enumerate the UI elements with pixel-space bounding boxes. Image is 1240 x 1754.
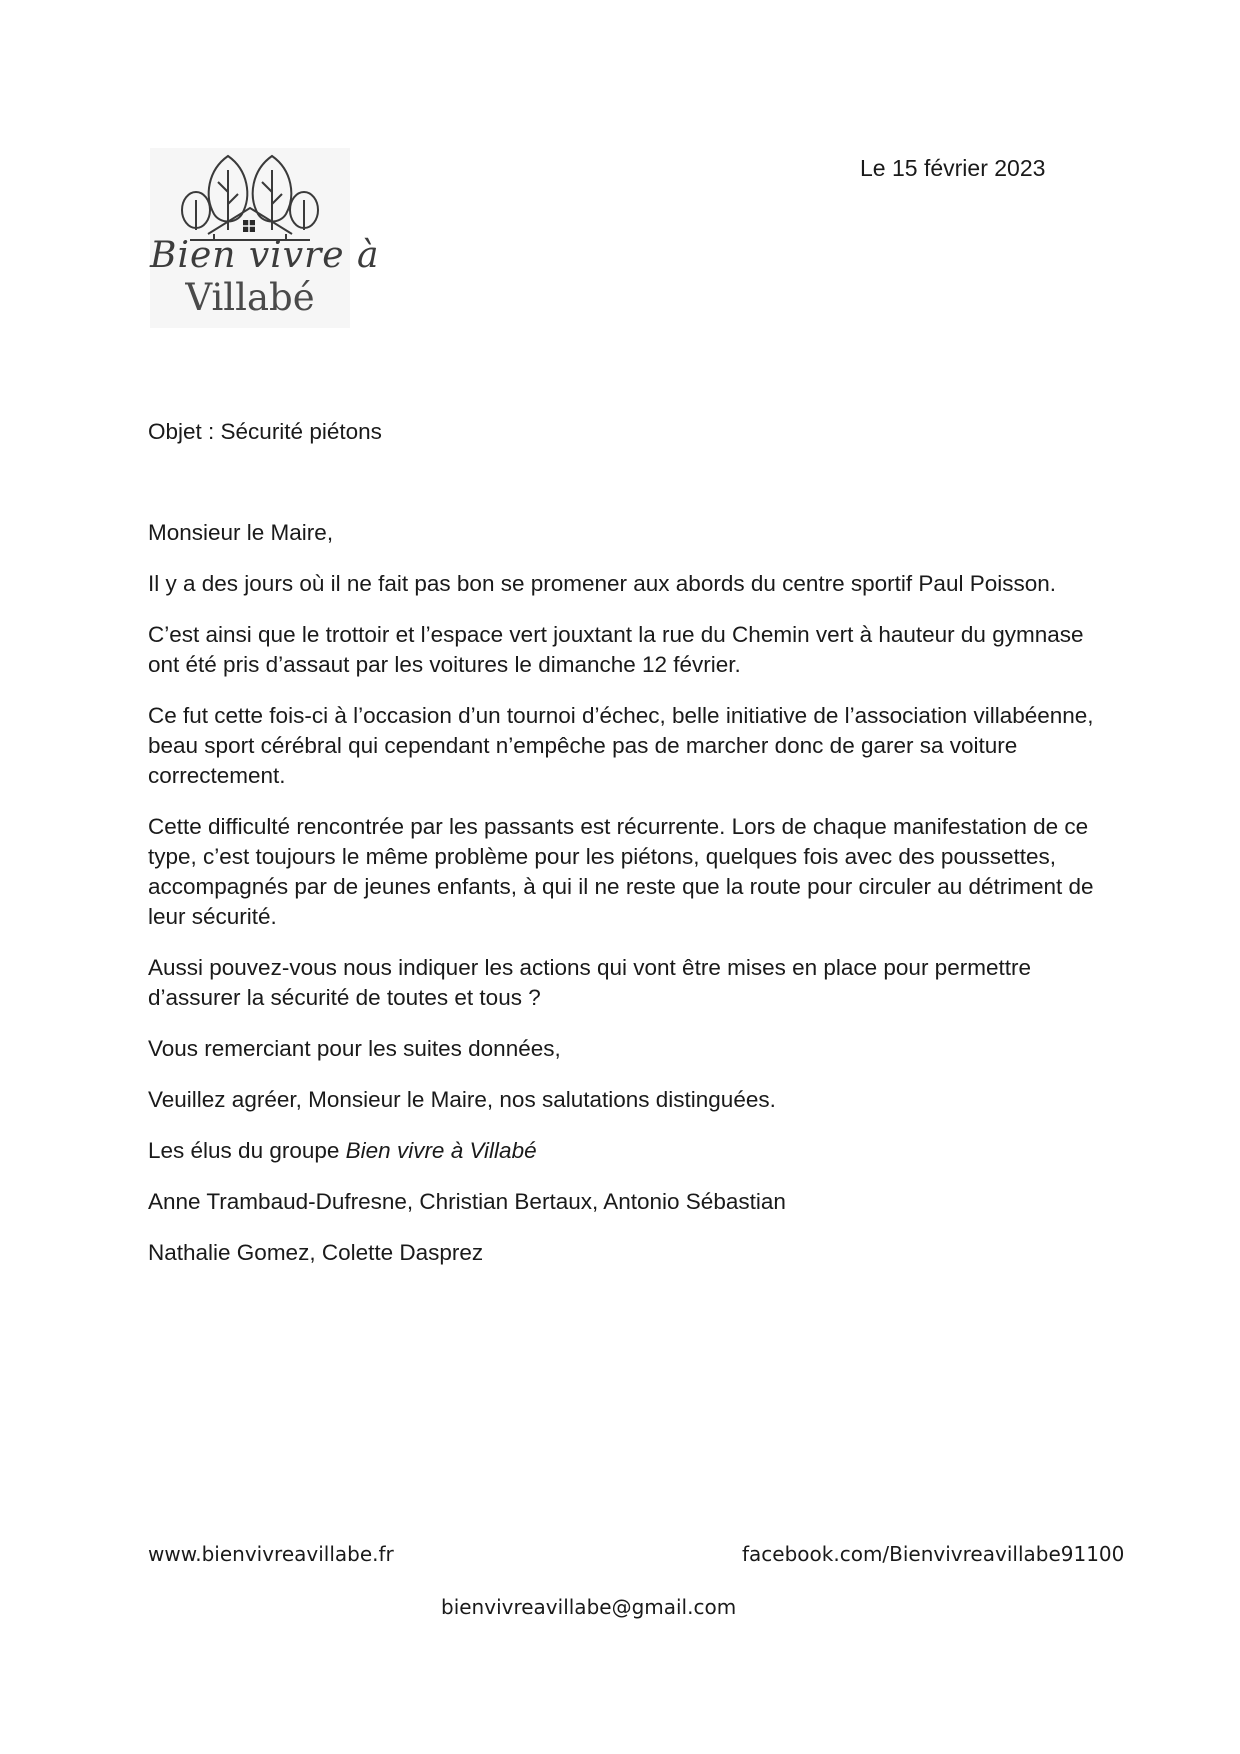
logo-text-line2: Villabé [185,276,315,319]
letter-paragraph: Aussi pouvez-vous nous indiquer les actions qui vont être mises en place pour permettre d’assurer la sécurité de toutes et tous ? [148,955,1031,1010]
footer-email: bienvivreavillabe@gmail.com [441,1595,737,1619]
signoff-prefix: Les élus du groupe [148,1138,346,1163]
signatories-line-2: Nathalie Gomez, Colette Dasprez [148,1240,484,1265]
trees-house-icon [150,148,350,248]
letter-closing-thanks: Vous remerciant pour les suites données, [148,1036,561,1061]
letter-closing-formula: Veuillez agréer, Monsieur le Maire, nos salutations distinguées. [148,1087,776,1112]
footer-facebook: facebook.com/Bienvivreavillabe91100 [742,1542,1125,1566]
logo-text-line1: Bien vivre à [150,235,380,276]
letter-paragraph: C’est ainsi que le trottoir et l’espace vert jouxtant la rue du Chemin vert à hauteur du gymnase ont été pris d’assaut par les voitures le dimanche 12 février. [148,622,1084,677]
letter-date: Le 15 février 2023 [860,155,1046,181]
letter-salutation: Monsieur le Maire, [148,520,334,545]
signatories-line-1: Anne Trambaud-Dufresne, Christian Bertaux, Antonio Sébastian [148,1189,786,1214]
letter-paragraph: Il y a des jours où il ne fait pas bon se promener aux abords du centre sportif Paul Poisson. [148,571,1057,596]
letter-subject: Objet : Sécurité piétons [148,419,382,444]
association-logo [150,148,380,328]
letter-paragraph: Ce fut cette fois-ci à l’occasion d’un tournoi d’échec, belle initiative de l’association villabéenne, beau sport cérébral qui cependant n’empêche pas de marcher donc de garer sa voiture correctement. [148,703,1094,788]
letter-signoff [148,1136,1098,1166]
signoff-group-name: Bien vivre à Villabé [345,1138,537,1163]
letter-paragraph: Cette difficulté rencontrée par les passants est récurrente. Lors de chaque manifestation de ce type, c’est toujours le même problème pour les piétons, quelques fois avec des poussettes, accompagnés par de jeunes enfants, à qui il ne reste que la route pour circuler au détriment de leur sécurité. [148,814,1094,929]
footer-website: www.bienvivreavillabe.fr [148,1542,394,1566]
